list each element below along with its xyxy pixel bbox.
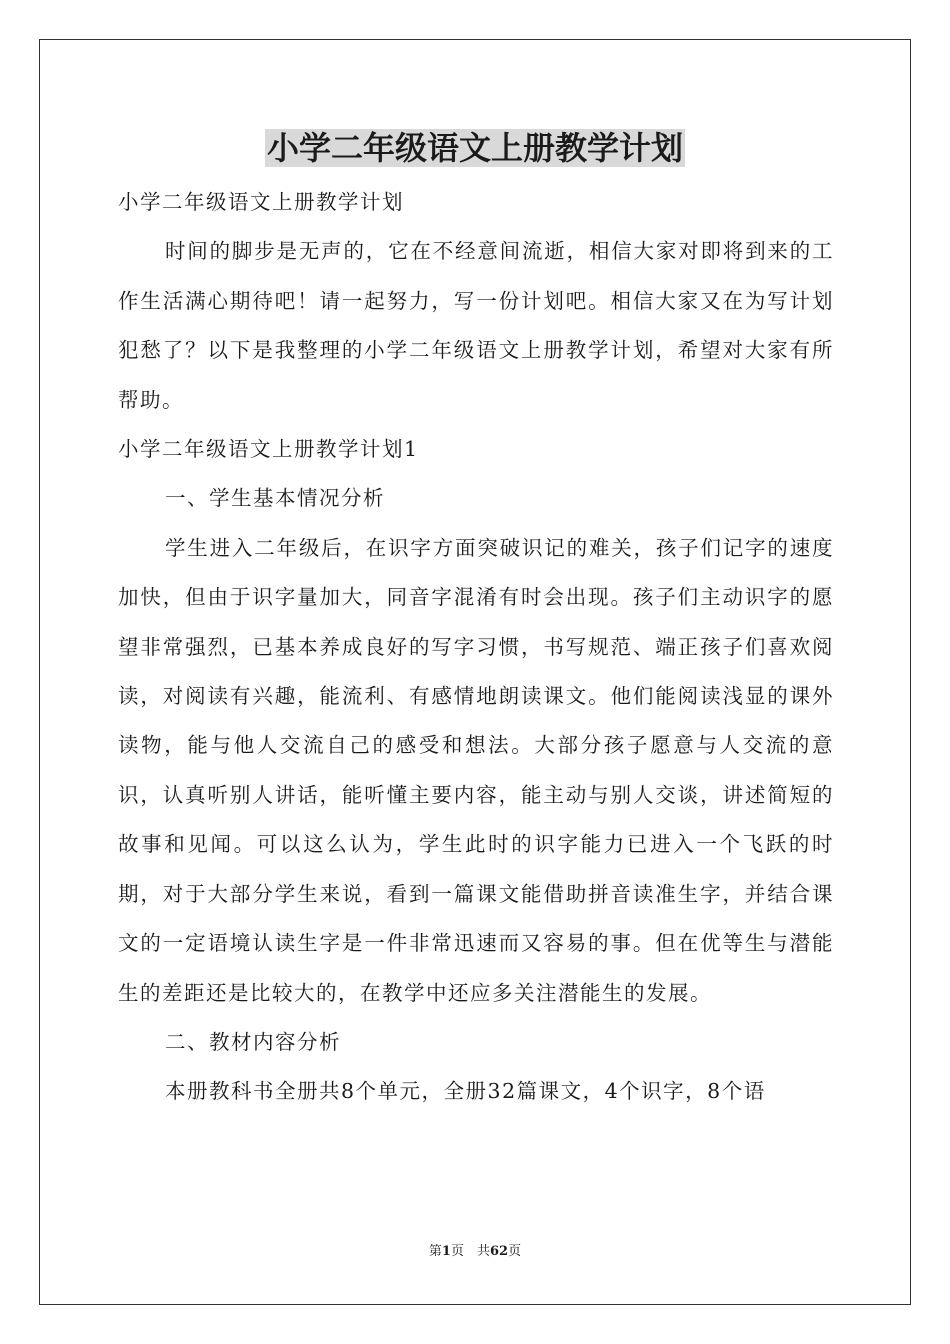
footer-page-prefix: 第 [428, 1244, 442, 1259]
document-body [118, 178, 834, 1117]
paragraph-section-heading: 小学二年级语文上册教学计划1 [118, 437, 419, 462]
paragraph-subtitle: 小学二年级语文上册教学计划 [118, 190, 404, 214]
footer-page-current: 1 [441, 1244, 451, 1259]
footer-page-mid: 页 共 [450, 1244, 490, 1259]
footer-page-suffix: 页 [508, 1244, 522, 1259]
paragraph-students-analysis: 学生进入二年级后，在识字方面突破识记的难关，孩子们记字的速度加快，但由于识字量加大，同音字混淆有时会出现。孩子们主动识字的愿望非常强烈，已基本养成良好的写字习惯，书写规范、端正孩子们喜欢阅读，对阅读有兴趣，能流利、有感情地朗读课文。他们能阅读浅显的课外读物，能与他人交流自己的感受和想法。大部分孩子愿意与人交流的意识，认真听别人讲话，能听懂主要内容，能主动与别人交谈，讲述简短的故事和见闻。可以这么认为，学生此时的识字能力已进入一个飞跃的时期，对于大部分学生来说，看到一篇课文能借助拼音读准生字，并结合课文的一定语境认读生字是一件非常迅速而又容易的事。但在优等生与潜能生的差距还是比较大的，在教学中还应多关注潜能生的发展。 [118, 535, 834, 1005]
document-title-text: 小学二年级语文上册教学计划 [266, 129, 683, 167]
page-footer [0, 1240, 950, 1259]
paragraph-heading-textbook: 二、教材内容分析 [165, 1029, 341, 1054]
paragraph-intro: 时间的脚步是无声的，它在不经意间流逝，相信大家对即将到来的工作生活满心期待吧！请一起努力，写一份计划吧。相信大家又在为写计划犯愁了？以下是我整理的小学二年级语文上册教学计划，希望对大家有所帮助。 [118, 239, 834, 412]
paragraph-textbook-analysis: 本册教科书全册共8个单元，全册32篇课文，4个识字，8个语 [165, 1079, 766, 1104]
document-title [0, 126, 950, 170]
paragraph-heading-students: 一、学生基本情况分析 [165, 486, 385, 511]
footer-page-total: 62 [489, 1244, 509, 1259]
